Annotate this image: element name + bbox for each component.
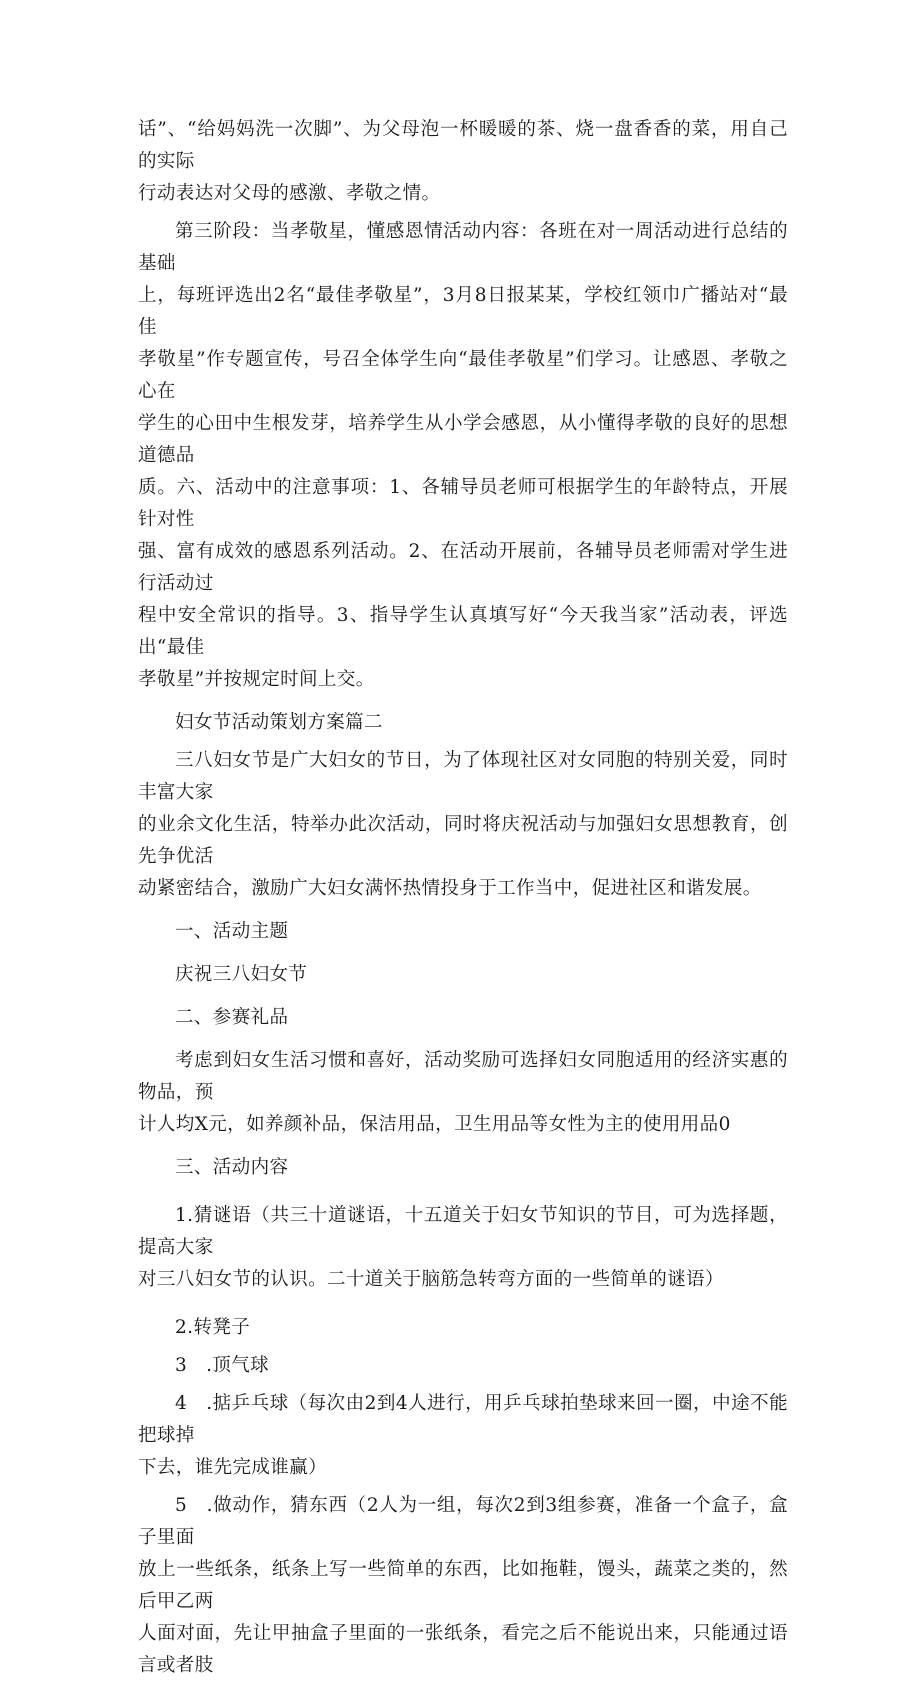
text-line: 庆祝三八妇女节 [175,964,308,985]
paragraph-filial-actions [138,114,788,210]
list-item-riddles [138,1200,788,1296]
text-line: 1.猜谜语（共三十道谜语，十五道关于妇女节知识的节目，可为选择题，提高大家 [138,1205,788,1258]
text-line: 上，每班评选出2名“最佳孝敬星”，3月8日报某某，学校红领巾广播站对“最佳 [138,285,788,338]
text-line: 行动表达对父母的感激、孝敬之情。 [138,183,441,204]
text-line: 5 .做动作，猜东西（2人为一组，每次2到3组参赛，准备一个盒子，盒子里面 [138,1495,788,1548]
document-body [138,114,788,1682]
heading-activity-theme [138,916,788,948]
list-item-ping-pong [138,1388,788,1484]
text-line: 一、活动主题 [175,921,289,942]
text-line: 质。六、活动中的注意事项：1、各辅导员老师可根据学生的年龄特点，开展针对性 [138,477,788,530]
paragraph-theme [138,959,788,991]
heading-activity-content [138,1152,788,1184]
heading-prizes [138,1002,788,1034]
text-line: 下去，谁先完成谁赢） [138,1457,328,1478]
paragraph-stage-three [138,216,788,696]
list-item-charades [138,1490,788,1682]
text-line: 第三阶段：当孝敬星，懂感恩情活动内容：各班在对一周活动进行总结的基础 [138,221,788,274]
text-line: 2.转凳子 [175,1317,251,1338]
text-line: 放上一些纸条，纸条上写一些简单的东西，比如拖鞋，馒头，蔬菜之类的，然后甲乙两 [138,1559,788,1612]
paragraph-intro [138,745,788,905]
text-line: 3 .顶气球 [175,1355,270,1376]
text-line: 孝敬星”并按规定时间上交。 [138,669,375,690]
text-line: 妇女节活动策划方案篇二 [175,712,383,733]
text-line: 4 .掂乒乓球（每次由2到4人进行，用乒乓球拍垫球来回一圈，中途不能把球掉 [138,1393,788,1446]
text-line: 计人均X元，如养颜补品，保洁用品，卫生用品等女性为主的使用用品0 [138,1114,731,1135]
text-line: 动紧密结合，激励广大妇女满怀热情投身于工作当中，促进社区和谐发展。 [138,878,762,899]
text-line: 三、活动内容 [175,1157,289,1178]
text-line: 人面对面，先让甲抽盒子里面的一张纸条，看完之后不能说出来，只能通过语言或者肢 [138,1623,788,1676]
text-line: 对三八妇女节的认识。二十道关于脑筋急转弯方面的一些简单的谜语） [138,1269,724,1290]
text-line: 强、富有成效的感恩系列活动。2、在活动开展前，各辅导员老师需对学生进行活动过 [138,541,788,594]
text-line: 三八妇女节是广大妇女的节日，为了体现社区对女同胞的特别关爱，同时丰富大家 [138,750,788,803]
text-line: 考虑到妇女生活习惯和喜好，活动奖励可选择妇女同胞适用的经济实惠的物品，预 [138,1050,788,1103]
paragraph-prizes [138,1045,788,1141]
text-line: 孝敬星”作专题宣传，号召全体学生向“最佳孝敬星”们学习。让感恩、孝敬之心在 [138,349,788,402]
list-item-balloon [138,1350,788,1382]
text-line: 学生的心田中生根发芽，培养学生从小学会感恩，从小懂得孝敬的良好的思想道德品 [138,413,788,466]
text-line: 的业余文化生活，特举办此次活动，同时将庆祝活动与加强妇女思想教育，创先争优活 [138,814,788,867]
section-heading-plan-two [138,707,788,739]
text-line: 话”、“给妈妈洗一次脚”、为父母泡一杯暖暖的茶、烧一盘香香的菜，用自己的实际 [138,119,788,172]
list-item-stools [138,1312,788,1344]
text-line: 程中安全常识的指导。3、指导学生认真填写好“今天我当家”活动表，评选出“最佳 [138,605,788,658]
text-line: 二、参赛礼品 [175,1007,289,1028]
